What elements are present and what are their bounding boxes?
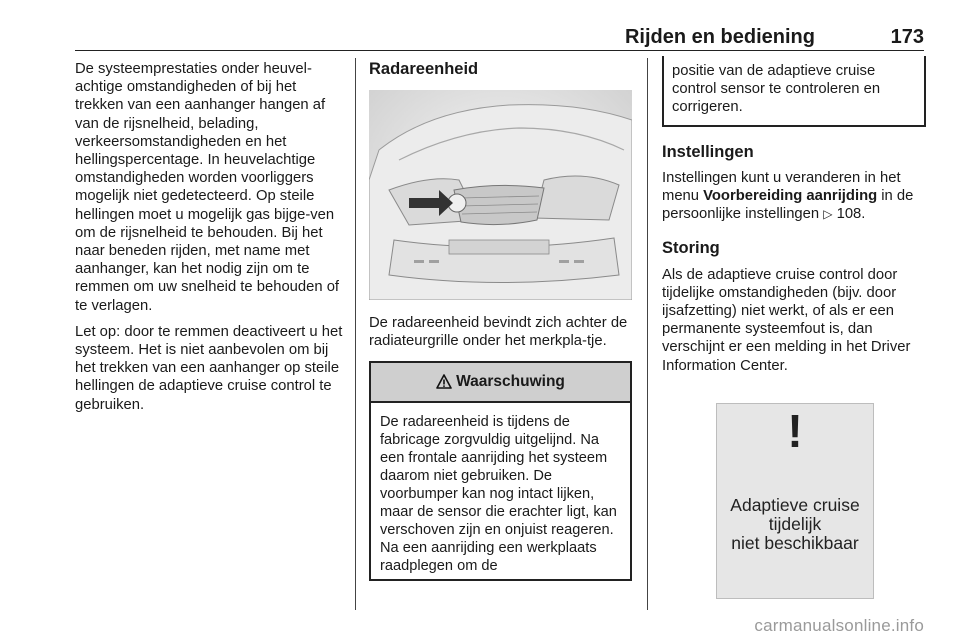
section-title: Rijden en bediening [624,26,815,48]
column-1 [75,60,343,422]
dic-message-line2: tijdelijk [768,513,822,534]
settings-text-before: Instellingen kunt u veranderen in het menu [662,169,901,205]
fault-heading: Storing [662,239,720,258]
settings-paragraph [662,169,926,224]
settings-text-after: in de persoonlijke instellingen [662,188,914,223]
settings-heading: Instellingen [662,142,754,161]
dic-display [716,403,874,599]
exclamation-icon: ! [787,404,803,457]
settings-menu-name: Voorbereiding aanrijding [703,188,878,205]
dic-message-line3: niet beschikbaar [731,532,859,553]
page-number: 173 [890,26,924,48]
radar-location-caption: De radareenheid bevindt zich achter de radiateurgrille onder het merkpla-tje. [369,315,628,350]
warning-text: De radareenheid is tijdens de fabricage zorgvuldig uitgelijnd. Na een frontale aanrijding het systeem daarom niet gebruiken. De voorbumper kan nog intact lijken, maar de sensor die erachter ligt, kan verschoven zijn en onjuist reageren. Na een aanrijding een werkplaats raadplegen om de [380,413,617,574]
driver-information-center-illustration [662,395,926,617]
column-divider-left [355,58,356,610]
dic-message-line1: Adaptieve cruise [730,494,860,515]
column-divider-right [647,58,648,610]
warning-box [369,361,632,581]
car-front-radar-illustration [369,90,632,300]
warning-continued-text: positie van de adaptieve cruise control sensor te controleren en corrigeren. [672,63,881,116]
warning-box-continued [662,56,926,127]
radar-unit-heading: Radareenheid [369,60,479,78]
settings-page-ref[interactable]: 108. [836,206,866,223]
column-3 [662,58,926,617]
header-rule [75,50,924,51]
warning-triangle-icon [436,374,452,390]
body-paragraph-hills: De systeemprestaties onder heuvel-achtige omstandigheden of bij het trekken van een aanhanger hangen af van de rijsnelheid, belading, verkeersomstandigheden en het hellingspercentage. In heuvelachtige omstandigheden worden voorliggers mogelijk niet gedetecteerd. Op steile hellingen moet u mogelijk gas bijge-ven om de rijsnelheid te behouden. Bij het naar beneden rijden, met name met aanhanger, kan het nodig zijn om te remmen om uw snelheid te behouden of te verlagen. [75,61,340,314]
watermark: carmanualsonline.info [754,616,924,635]
warning-header [371,363,630,403]
fault-paragraph: Als de adaptieve cruise control door tijdelijke omstandigheden (bijv. door ijsafzetting) niet werkt, of als er een permanente systeemfout is, dan verschijnt er een melding in het Driver Information Center. [662,266,911,374]
dic-message [717,496,873,553]
warning-title: Waarschuwing [456,372,565,390]
column-2 [369,60,632,581]
page-reference-icon: ▷ [823,207,833,222]
body-paragraph-braking: Let op: door te remmen deactiveert u het systeem. Het is niet aanbevolen om bij het trekken van een aanhanger op steile hellingen de adaptieve cruise control te gebruiken. [75,323,343,413]
